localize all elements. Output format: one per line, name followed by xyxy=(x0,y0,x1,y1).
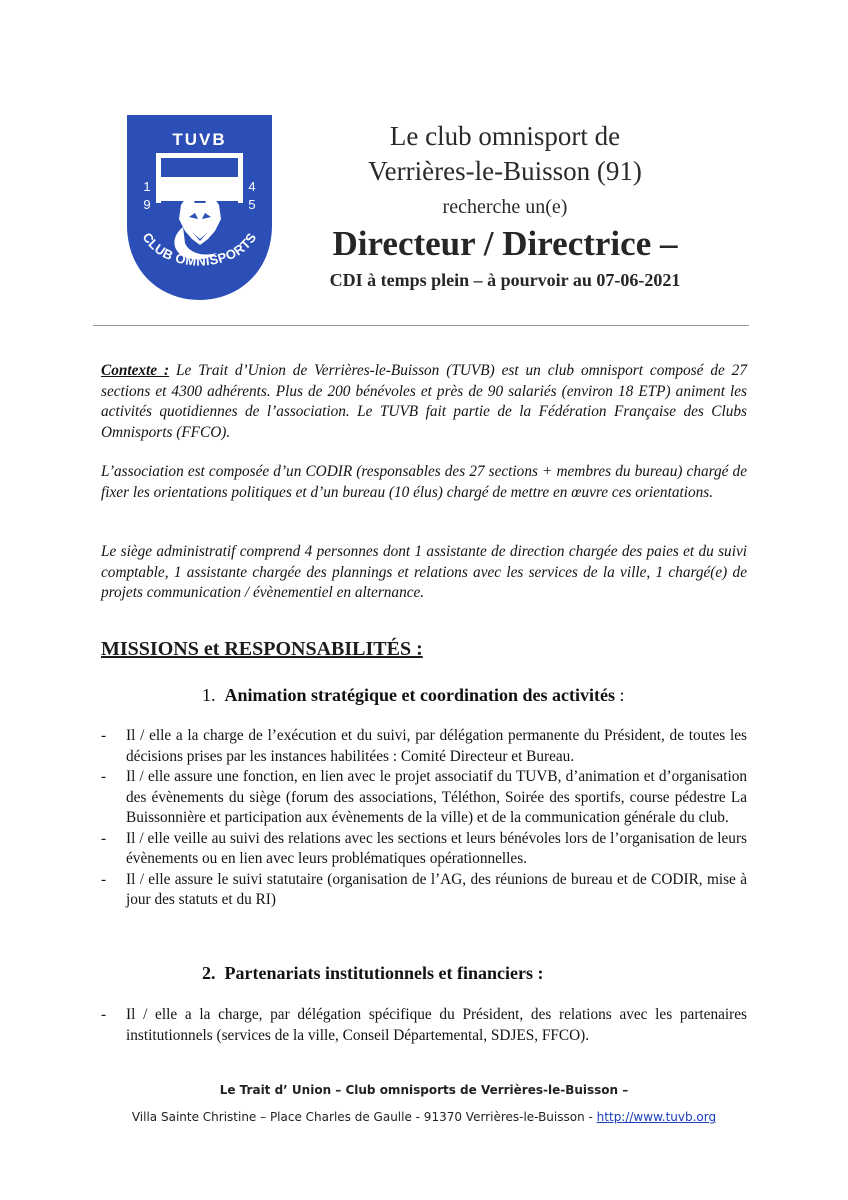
job-title: Directeur / Directrice – xyxy=(332,224,678,263)
codir-paragraph: L’association est composée d’un CODIR (responsables des 27 sections + membres du bureau) chargé de fixer les orientations politiques et d’un bureau (10 élus) chargé de mettre en œuvre ces orientations. xyxy=(101,463,747,501)
section-1-heading xyxy=(202,685,624,706)
footer-org: Le Trait d’ Union – Club omnisports de Verrières-le-Buisson – xyxy=(219,1083,629,1097)
section-1-suffix: : xyxy=(614,685,625,705)
section-2-title: Partenariats institutionnels et financiers : xyxy=(224,963,544,983)
footer-address xyxy=(0,1110,848,1124)
job-subtitle: CDI à temps plein – à pourvoir au 07-06-2021 xyxy=(329,270,681,290)
header-line-1: Le club omnisport de xyxy=(389,121,621,151)
section-2-heading xyxy=(202,963,543,984)
context-text: Le Trait d’Union de Verrières-le-Buisson (TUVB) est un club omnisport composé de 27 sections et 4300 adhérents. Plus de 200 bénévoles et près de 90 salariés (environ 18 ETP) animent les activités quotidiennes de l’association. Le TUVB fait partie de la Fédération Française des Clubs Omnisports (FFCO). xyxy=(101,362,747,441)
section-1-title: Animation stratégique et coordination des activités xyxy=(224,685,615,705)
section-2-number: 2. xyxy=(202,963,216,983)
siege-paragraph: Le siège administratif comprend 4 personnes dont 1 assistante de direction chargée des paies et du suivi comptable, 1 assistante chargée des plannings et relations avec les services de la ville, 1 chargé(e) de projets communication / évènementiel en alternance. xyxy=(101,543,747,601)
list-item: - Il / elle a la charge de l’exécution et du suivi, par délégation permanente du Président, de toutes les décisions prises par les instances habilitées : Comité Directeur et Bureau. xyxy=(101,727,747,765)
tuvb-logo xyxy=(123,113,276,303)
logo-year-5: 5 xyxy=(248,197,256,212)
logo-year-4: 4 xyxy=(248,179,256,194)
footer-address-text: Villa Sainte Christine – Place Charles de Gaulle - 91370 Verrières-le-Buisson - xyxy=(131,1110,597,1124)
list-item: - Il / elle a la charge, par délégation spécifique du Président, des relations avec les partenaires institutionnels (services de la ville, Conseil Départemental, SDJES, FFCO). xyxy=(101,1006,747,1044)
logo-ring-text: CLUB OMNISPORTS xyxy=(139,229,260,269)
context-paragraph xyxy=(101,361,747,443)
list-item: - Il / elle veille au suivi des relations avec les sections et leurs bénévoles lors de l’organisation de leurs évènements ou en lien avec leurs problématiques opérationnelles. xyxy=(101,829,747,867)
logo-year-1: 1 xyxy=(143,179,151,194)
missions-heading: MISSIONS et RESPONSABILITÉS : xyxy=(101,638,423,660)
logo-acronym: TUVB xyxy=(172,130,227,149)
list-item: - Il / elle assure une fonction, en lien avec le projet associatif du TUVB, d’animation et d’organisation des évènements du siège (forum des associations, Téléthon, Soirée des sportifs, course pédestre La Buissonnière et participation aux évènements de la ville) et de la communication générale du club. xyxy=(101,768,747,826)
section-1-number: 1. xyxy=(202,685,216,705)
list-item: - Il / elle assure le suivi statutaire (organisation de l’AG, des réunions de bureau et de CODIR, mise à jour des statuts et du RI) xyxy=(101,870,747,908)
section-2-list xyxy=(101,1005,747,1046)
website-link[interactable]: http://www.tuvb.org xyxy=(596,1110,717,1124)
section-1-list xyxy=(101,726,747,911)
logo-year-9: 9 xyxy=(143,197,151,212)
header-divider xyxy=(93,325,749,326)
context-label: Contexte : xyxy=(101,362,170,379)
header-line-3: recherche un(e) xyxy=(442,196,568,218)
header-line-2: Verrières-le-Buisson (91) xyxy=(368,156,642,186)
